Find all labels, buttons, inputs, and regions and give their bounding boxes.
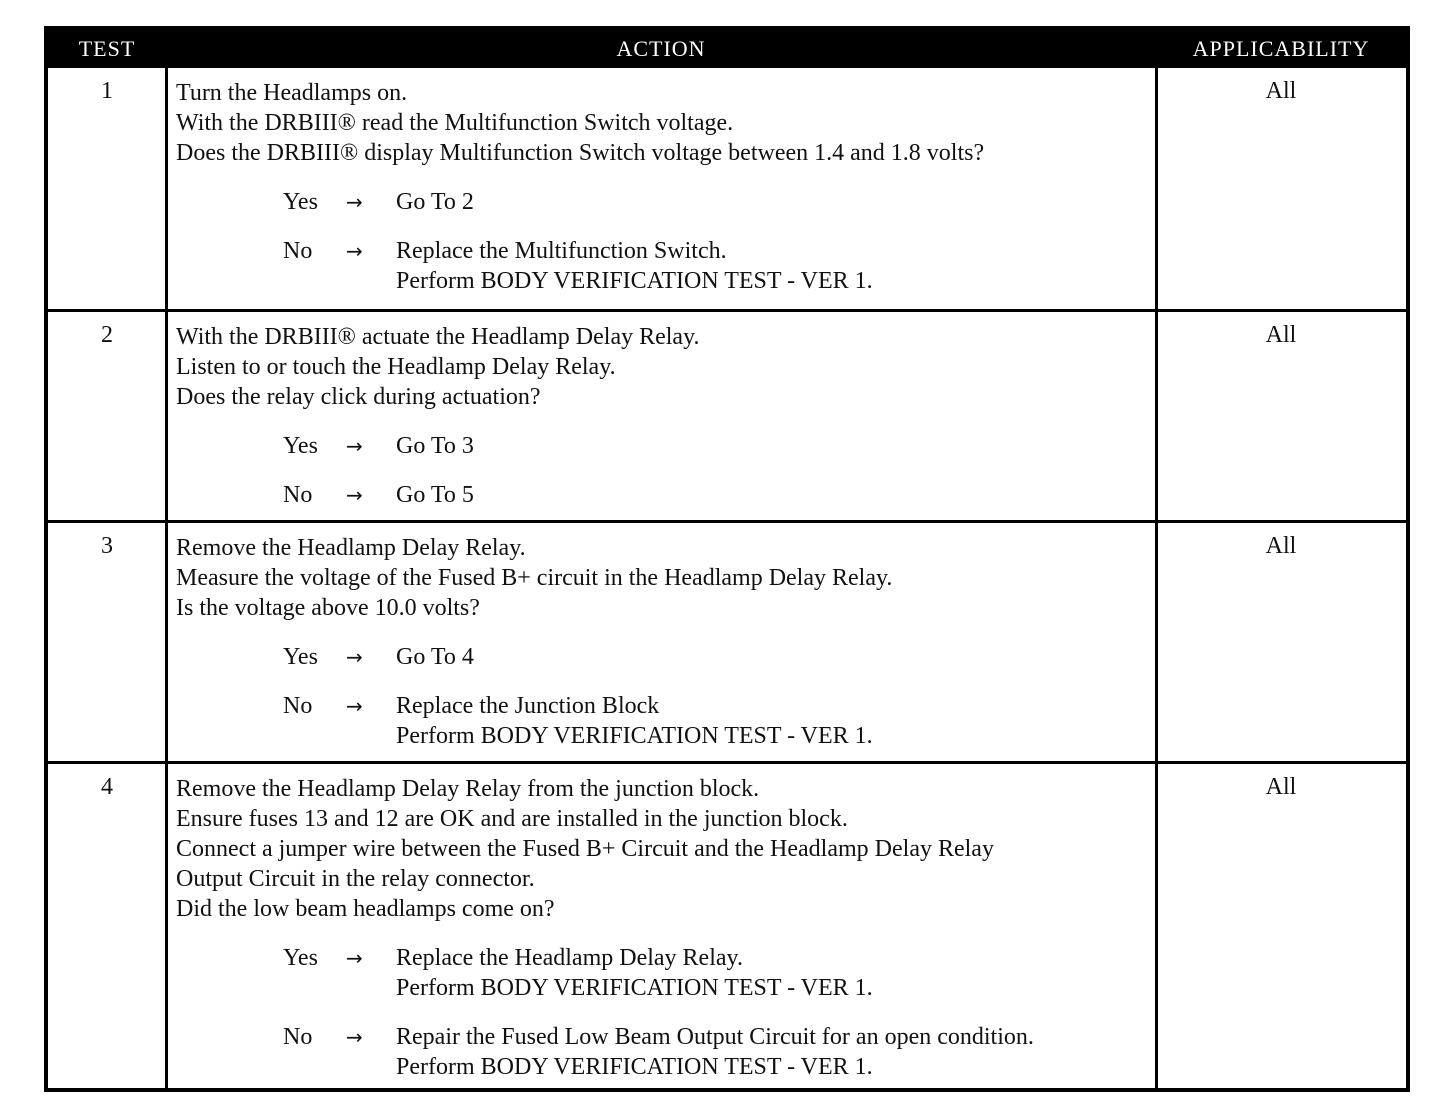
result-line: Perform BODY VERIFICATION TEST - VER 1. xyxy=(396,1054,873,1080)
action-line: Does the DRBIII® display Multifunction Switch voltage between 1.4 and 1.8 volts? xyxy=(176,140,985,166)
action-line: Remove the Headlamp Delay Relay from the junction block. xyxy=(176,776,760,802)
right-arrow-icon: → xyxy=(346,483,363,507)
action-line: Measure the voltage of the Fused B+ circuit in the Headlamp Delay Relay. xyxy=(176,565,893,591)
action-line: Listen to or touch the Headlamp Delay Relay. xyxy=(176,354,616,380)
test-number: 4 xyxy=(101,774,113,800)
result-line: Go To 2 xyxy=(396,189,474,215)
yes-label: Yes xyxy=(283,433,318,459)
right-arrow-icon: → xyxy=(346,645,363,669)
action-line: Remove the Headlamp Delay Relay. xyxy=(176,535,526,561)
applicability-value: All xyxy=(1265,322,1297,348)
action-cell xyxy=(176,774,1156,1082)
yes-result xyxy=(396,943,873,1003)
action-cell xyxy=(176,322,1156,510)
no-label: No xyxy=(283,1024,313,1050)
header-test: TEST xyxy=(78,36,136,61)
yes-label: Yes xyxy=(283,945,318,971)
result-line: Replace the Headlamp Delay Relay. xyxy=(396,945,743,971)
result-line: Perform BODY VERIFICATION TEST - VER 1. xyxy=(396,975,873,1001)
no-result xyxy=(396,1022,1034,1082)
yes-label: Yes xyxy=(283,644,318,670)
action-line: With the DRBIII® actuate the Headlamp Delay Relay. xyxy=(176,324,700,350)
action-line: Turn the Headlamps on. xyxy=(176,80,408,106)
right-arrow-icon: → xyxy=(346,239,363,263)
result-line: Go To 4 xyxy=(396,644,474,670)
result-line: Replace the Junction Block xyxy=(396,693,660,719)
yes-branch xyxy=(176,642,1156,672)
yes-label: Yes xyxy=(283,189,318,215)
result-line: Replace the Multifunction Switch. xyxy=(396,238,727,264)
table-row xyxy=(48,761,1406,1088)
no-branch xyxy=(176,691,1156,751)
result-line: Go To 3 xyxy=(396,433,474,459)
action-cell xyxy=(176,533,1156,751)
result-line: Go To 5 xyxy=(396,482,474,508)
action-line: Ensure fuses 13 and 12 are OK and are installed in the junction block. xyxy=(176,806,848,832)
header-action: ACTION xyxy=(616,36,706,61)
action-line: Does the relay click during actuation? xyxy=(176,384,541,410)
action-cell xyxy=(176,78,1156,296)
header-applicability: APPLICABILITY xyxy=(1192,36,1370,61)
right-arrow-icon: → xyxy=(346,190,363,214)
test-number: 1 xyxy=(101,78,113,104)
no-result xyxy=(396,236,873,296)
yes-result xyxy=(396,642,474,672)
right-arrow-icon: → xyxy=(346,946,363,970)
action-line: Connect a jumper wire between the Fused B+ Circuit and the Headlamp Delay Relay xyxy=(176,836,994,862)
no-branch xyxy=(176,480,1156,510)
table-header xyxy=(48,30,1406,68)
action-line: Is the voltage above 10.0 volts? xyxy=(176,595,480,621)
no-result xyxy=(396,691,873,751)
yes-branch xyxy=(176,431,1156,461)
right-arrow-icon: → xyxy=(346,1025,363,1049)
test-number: 3 xyxy=(101,533,113,559)
table-row xyxy=(48,68,1406,309)
table-row xyxy=(48,520,1406,761)
yes-branch xyxy=(176,187,1156,217)
no-branch xyxy=(176,236,1156,296)
action-line: Output Circuit in the relay connector. xyxy=(176,866,535,892)
applicability-value: All xyxy=(1265,774,1297,800)
table-row xyxy=(48,309,1406,520)
no-label: No xyxy=(283,482,313,508)
yes-result xyxy=(396,187,474,217)
no-label: No xyxy=(283,693,313,719)
right-arrow-icon: → xyxy=(346,434,363,458)
result-line: Perform BODY VERIFICATION TEST - VER 1. xyxy=(396,723,873,749)
action-line: Did the low beam headlamps come on? xyxy=(176,896,555,922)
no-result xyxy=(396,480,474,510)
result-line: Repair the Fused Low Beam Output Circuit for an open condition. xyxy=(396,1024,1034,1050)
action-line: With the DRBIII® read the Multifunction Switch voltage. xyxy=(176,110,734,136)
applicability-value: All xyxy=(1265,533,1297,559)
applicability-value: All xyxy=(1265,78,1297,104)
yes-result xyxy=(396,431,474,461)
test-number: 2 xyxy=(101,322,113,348)
diagnostic-test-table xyxy=(44,26,1410,1092)
right-arrow-icon: → xyxy=(346,694,363,718)
no-branch xyxy=(176,1022,1156,1082)
yes-branch xyxy=(176,943,1156,1003)
result-line: Perform BODY VERIFICATION TEST - VER 1. xyxy=(396,268,873,294)
no-label: No xyxy=(283,238,313,264)
